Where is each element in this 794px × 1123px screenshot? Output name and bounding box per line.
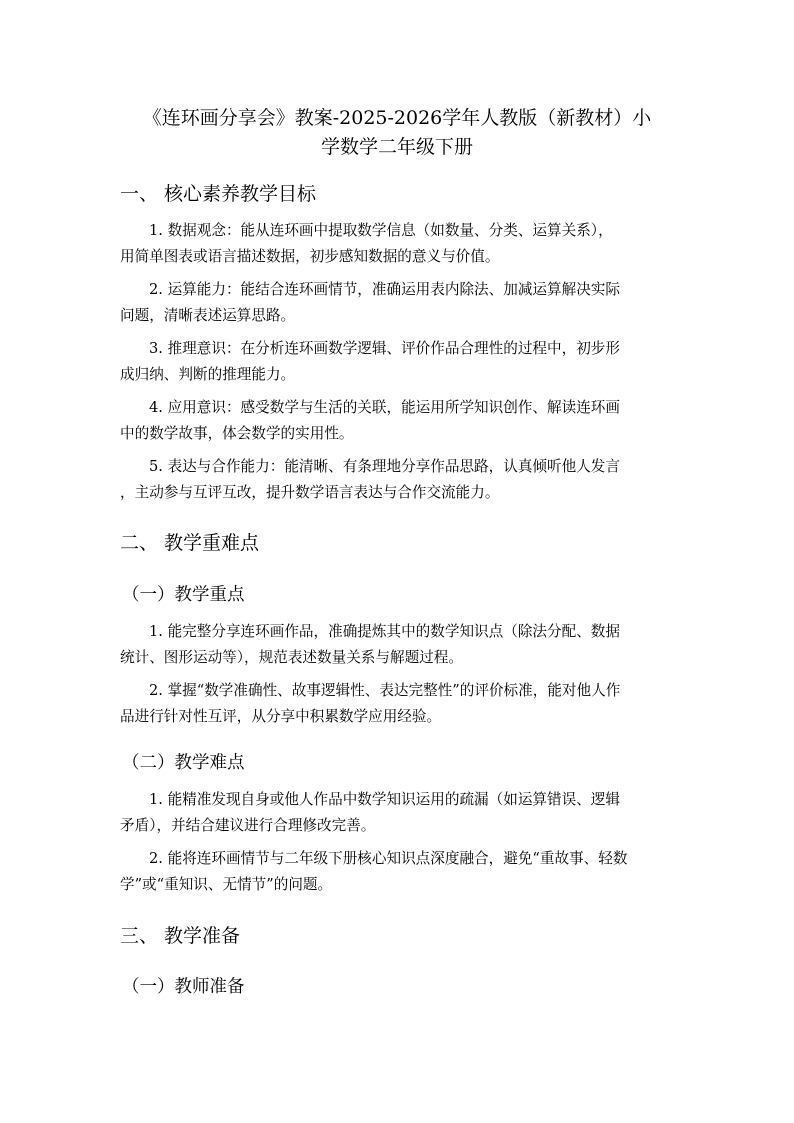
- paragraph-line: 学”或“重知识、无情节”的问题。: [120, 876, 333, 893]
- document-title-line: 《连环画分享会》教案-2025-2026学年人教版（新教材）小: [142, 107, 652, 129]
- difficult-point-item: [120, 846, 676, 898]
- document-title-line: 学数学二年级下册: [320, 136, 473, 158]
- paragraph-line: 2. 运算能力：能结合连环画情节，准确运用表内除法、加减运算解决实际: [149, 281, 620, 298]
- objective-item: [120, 218, 676, 270]
- paragraph-line: 1. 数据观念：能从连环画中提取数学信息（如数量、分类、运算关系），: [149, 222, 613, 239]
- objective-item: [120, 454, 676, 506]
- paragraph-line: 统计、图形运动等），规范表述数量关系与解题过程。: [120, 649, 463, 666]
- paragraph-line: 4. 应用意识：感受数学与生活的关联，能运用所学知识创作、解读连环画: [149, 399, 620, 416]
- section-heading-objectives: 一、 核心素养教学目标: [120, 183, 317, 205]
- paragraph-line: ，主动参与互评互改，提升数学语言表达与合作交流能力。: [120, 484, 500, 501]
- document-title: [110, 104, 684, 162]
- subsection-heading-key-points: （一）教学重点: [122, 585, 245, 605]
- paragraph-line: 成归纳、判断的推理能力。: [120, 366, 296, 383]
- paragraph-line: 用简单图表或语言描述数据，初步感知数据的意义与价值。: [120, 248, 500, 265]
- paragraph-line: 1. 能精准发现自身或他人作品中数学知识运用的疏漏（如运算错误、逻辑: [149, 791, 620, 808]
- objective-item: [120, 336, 676, 388]
- objective-item: [120, 277, 676, 329]
- difficult-point-item: [120, 787, 676, 839]
- objective-item: [120, 395, 676, 447]
- paragraph-line: 1. 能完整分享连环画作品，准确提炼其中的数学知识点（除法分配、数据: [149, 623, 620, 640]
- paragraph-line: 矛盾），并结合建议进行合理修改完善。: [120, 817, 376, 834]
- paragraph-line: 中的数学故事，体会数学的实用性。: [120, 425, 354, 442]
- key-point-item: [120, 619, 676, 671]
- paragraph-line: 5. 表达与合作能力：能清晰、有条理地分享作品思路，认真倾听他人发言: [149, 458, 620, 475]
- paragraph-line: 3. 推理意识：在分析连环画数学逻辑、评价作品合理性的过程中，初步形: [149, 340, 620, 357]
- key-point-item: [120, 678, 676, 730]
- paragraph-line: 2. 能将连环画情节与二年级下册核心知识点深度融合，避免“重故事、轻数: [149, 850, 628, 867]
- paragraph-line: 品进行针对性互评，从分享中积累数学应用经验。: [120, 708, 442, 725]
- section-heading-preparation: 三、 教学准备: [120, 925, 241, 947]
- subsection-heading-teacher-preparation: （一）教师准备: [122, 977, 245, 997]
- subsection-heading-difficult-points: （二）教学难点: [122, 753, 245, 773]
- paragraph-line: 2. 掌握“数学准确性、故事逻辑性、表达完整性”的评价标准，能对他人作: [149, 682, 621, 699]
- section-heading-key-difficult-points: 二、 教学重难点: [120, 532, 260, 554]
- paragraph-line: 问题，清晰表述运算思路。: [120, 307, 296, 324]
